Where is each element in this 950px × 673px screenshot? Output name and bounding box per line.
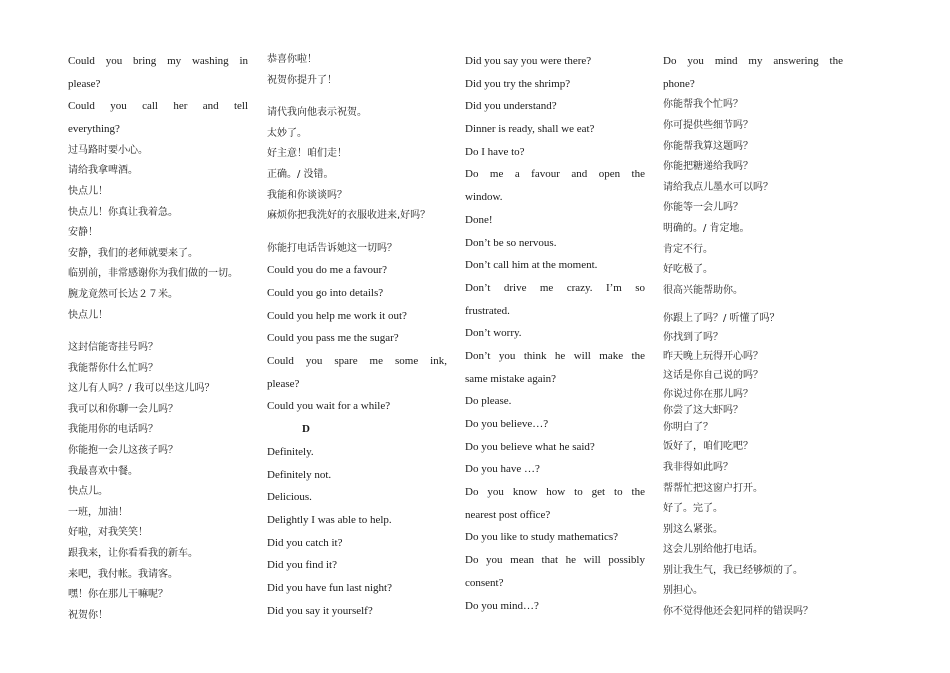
phrase-cn: 嘿！你在那儿干嘛呢？ bbox=[68, 589, 168, 601]
column-4 bbox=[663, 50, 843, 623]
spacer bbox=[267, 91, 447, 103]
phrase-cn: 安静！ bbox=[68, 227, 98, 239]
phrase-en: Did you catch it? bbox=[267, 536, 343, 549]
phrase-en: Could you do me a favour? bbox=[267, 264, 388, 277]
phrase-en: Do you mind…? bbox=[465, 599, 539, 612]
phrase-en: same mistake again? bbox=[465, 372, 557, 385]
phrase-cn: 你能抱一会儿这孩子吗？ bbox=[68, 445, 178, 457]
phrase-cn: 请给我点儿墨水可以吗？ bbox=[663, 181, 773, 193]
phrase-cn: 帮帮忙把这窗户打开。 bbox=[663, 482, 763, 494]
phrase-cn: 你明白了？ bbox=[663, 422, 713, 434]
phrase-cn: 你能等一会儿吗？ bbox=[663, 202, 743, 214]
phrase-en: Don’t worry. bbox=[465, 327, 522, 340]
phrase-cn: 来吧，我付帐。我请客。 bbox=[68, 568, 178, 580]
phrase-cn: 好了。完了。 bbox=[663, 503, 723, 515]
phrase-cn: 这会儿别给他打电话。 bbox=[663, 544, 763, 556]
phrase-cn: 你说过你在那儿吗？ bbox=[663, 389, 753, 401]
phrase-en: Delightly I was able to help. bbox=[267, 513, 392, 526]
spacer bbox=[267, 227, 447, 239]
phrase-en: Did you say you were there? bbox=[465, 55, 592, 67]
phrase-en: please? bbox=[68, 77, 101, 90]
phrase-en: Do you mind my answering the bbox=[663, 55, 843, 67]
phrase-en: Done! bbox=[465, 213, 493, 226]
phrase-cn: 好啦，对我笑笑！ bbox=[68, 527, 148, 539]
phrase-cn: 我能和你谈谈吗？ bbox=[267, 189, 347, 201]
phrase-cn: 你能把糖递给我吗？ bbox=[663, 161, 753, 173]
phrase-cn: 恭喜你啦！ bbox=[267, 54, 317, 65]
phrase-en: nearest post office? bbox=[465, 508, 551, 521]
phrase-en: everything? bbox=[68, 123, 120, 136]
phrase-cn: 腕龙竟然可长达２７米。 bbox=[68, 288, 178, 300]
phrase-cn: 请代我向他表示祝贺。 bbox=[267, 107, 367, 119]
phrase-cn: 我可以和你聊一会儿吗？ bbox=[68, 403, 178, 415]
section-heading-d: D bbox=[302, 423, 310, 436]
phrase-cn: 好主意！咱们走！ bbox=[267, 148, 347, 160]
phrase-cn: 你能打电话告诉她这一切吗？ bbox=[267, 242, 397, 254]
phrase-en: Do I have to? bbox=[465, 145, 525, 158]
phrase-cn: 别让我生气，我已经够烦的了。 bbox=[663, 564, 803, 576]
phrase-cn: 快点儿！ bbox=[68, 309, 108, 321]
phrase-en: Don’t you think he will make the bbox=[465, 349, 645, 362]
phrase-cn: 你不觉得他还会犯同样的错误吗？ bbox=[663, 606, 813, 618]
phrase-cn: 我能用你的电话吗？ bbox=[68, 424, 158, 436]
phrase-cn: 麻烦你把我洗好的衣服收进来,好吗？ bbox=[267, 210, 431, 222]
phrase-cn: 快点儿！ bbox=[68, 185, 108, 197]
phrase-cn: 祝贺你提升了！ bbox=[267, 74, 337, 86]
phrase-cn: 我最喜欢中餐。 bbox=[68, 465, 138, 477]
phrase-cn: 你跟上了吗？/ 听懂了吗？ bbox=[663, 313, 780, 325]
phrase-en: Could you call her and tell bbox=[68, 100, 248, 113]
phrase-cn: 饭好了，咱们吃吧？ bbox=[663, 441, 753, 453]
phrase-cn: 这封信能寄挂号吗？ bbox=[68, 342, 158, 354]
spacer bbox=[68, 326, 248, 338]
phrase-cn: 过马路时要小心。 bbox=[68, 144, 148, 156]
phrase-cn: 一班，加油！ bbox=[68, 506, 128, 518]
phrase-cn: 昨天晚上玩得开心吗？ bbox=[663, 351, 763, 363]
phrase-en: Could you wait for a while? bbox=[267, 400, 391, 413]
phrase-en: Don’t drive me crazy. I’m so bbox=[465, 281, 645, 294]
phrase-en: Do you mean that he will possibly bbox=[465, 554, 645, 567]
phrase-cn: 你尝了这大虾吗？ bbox=[663, 405, 743, 417]
phrase-cn: 你能帮我个忙吗？ bbox=[663, 99, 743, 111]
phrase-en: Do please. bbox=[465, 395, 512, 408]
phrase-en: Did you have fun last night? bbox=[267, 581, 392, 594]
phrase-en: Dinner is ready, shall we eat? bbox=[465, 123, 595, 136]
phrase-en: Definitely. bbox=[267, 445, 314, 458]
spacer bbox=[663, 301, 843, 309]
phrase-cn: 肯定不行。 bbox=[663, 243, 713, 255]
phrase-en: Do you believe what he said? bbox=[465, 440, 595, 453]
phrase-cn: 明确的。/ 肯定地。 bbox=[663, 222, 750, 234]
phrase-en: Do you believe…? bbox=[465, 418, 549, 430]
phrase-en: Could you spare me some ink, bbox=[267, 355, 447, 368]
phrase-cn: 你能帮我算这题吗？ bbox=[663, 140, 753, 152]
phrase-cn: 这儿有人吗？/ 我可以坐这儿吗？ bbox=[68, 383, 215, 395]
phrase-cn: 请给我拿啤酒。 bbox=[68, 165, 138, 177]
phrase-cn: 跟我来，让你看看我的新车。 bbox=[68, 548, 198, 560]
phrase-en: Did you find it? bbox=[267, 559, 337, 572]
phrase-cn: 这话是你自己说的吗？ bbox=[663, 370, 763, 382]
phrase-en: please? bbox=[267, 377, 300, 390]
phrase-cn: 我能帮你什么忙吗？ bbox=[68, 362, 158, 374]
phrase-en: Could you go into details? bbox=[267, 287, 384, 300]
column-2 bbox=[267, 50, 447, 622]
phrase-cn: 正确。/ 没错。 bbox=[267, 168, 334, 180]
phrase-en: Did you try the shrimp? bbox=[465, 77, 571, 90]
phrase-en: Do me a favour and open the bbox=[465, 168, 645, 181]
phrase-en: frustrated. bbox=[465, 304, 510, 317]
phrase-cn: 很高兴能帮助你。 bbox=[663, 284, 743, 296]
phrase-cn: 我非得如此吗？ bbox=[663, 461, 733, 473]
phrase-cn: 快点儿。 bbox=[68, 486, 108, 498]
phrase-en: Did you say it yourself? bbox=[267, 604, 373, 617]
phrase-en: Do you like to study mathematics? bbox=[465, 531, 619, 544]
phrase-en: Did you understand? bbox=[465, 100, 557, 113]
column-1 bbox=[68, 50, 248, 626]
phrase-cn: 快点儿！你真让我着急。 bbox=[68, 206, 178, 218]
phrase-en: Could you help me work it out? bbox=[267, 309, 407, 322]
phrase-en: Could you pass me the sugar? bbox=[267, 332, 399, 345]
phrase-cn: 别这么紧张。 bbox=[663, 523, 723, 535]
phrase-cn: 别担心。 bbox=[663, 585, 703, 597]
phrase-en: Do you have …? bbox=[465, 463, 540, 476]
phrase-cn: 你找到了吗？ bbox=[663, 332, 723, 344]
phrase-cn: 安静，我们的老师就要来了。 bbox=[68, 247, 198, 259]
phrase-cn: 祝贺你！ bbox=[68, 609, 108, 621]
phrase-cn: 临别前，非常感谢你为我们做的一切。 bbox=[68, 268, 238, 280]
phrase-en: consent? bbox=[465, 576, 504, 589]
phrase-en: Don’t be so nervous. bbox=[465, 236, 557, 249]
phrase-en: phone? bbox=[663, 77, 695, 90]
phrase-cn: 太妙了。 bbox=[267, 127, 307, 139]
phrase-en: Do you know how to get to the bbox=[465, 486, 645, 499]
phrase-en: Definitely not. bbox=[267, 468, 332, 481]
phrase-cn: 你可提供些细节吗？ bbox=[663, 119, 753, 131]
column-3 bbox=[465, 50, 645, 617]
phrase-en: Don’t call him at the moment. bbox=[465, 259, 598, 272]
phrase-en: Delicious. bbox=[267, 491, 312, 504]
phrase-en: Could you bring my washing in bbox=[68, 55, 248, 67]
phrase-en: window. bbox=[465, 191, 503, 204]
phrase-cn: 好吃极了。 bbox=[663, 264, 713, 276]
